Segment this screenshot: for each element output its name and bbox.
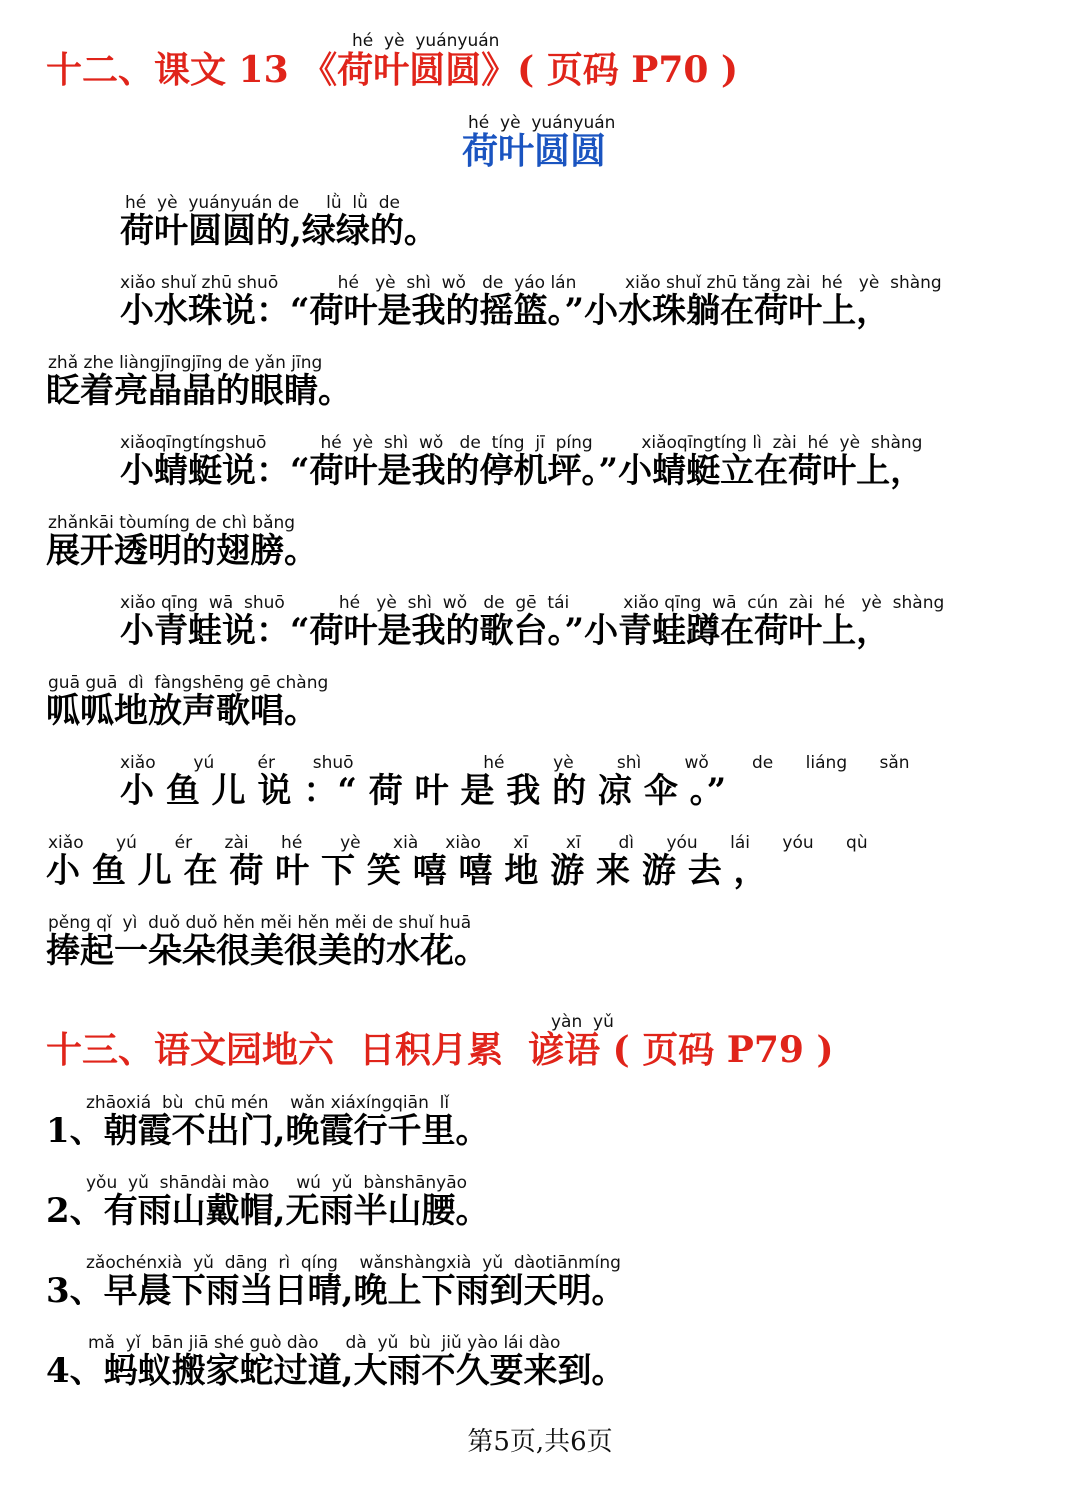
section12-pinyin: hé yè yuányuán (352, 31, 500, 51)
pinyin-line: xiǎoqīngtíngshuō hé yè shì wǒ de tíng jī píng xiǎoqīngtíng lì zài hé yè shàng (120, 433, 923, 453)
proverb-line: 4、蚂蚁搬家蛇过道,大雨不久要来到。 (46, 1351, 626, 1391)
text-line: 小 鱼 儿 说 ：“ 荷 叶 是 我 的 凉 伞 。” (120, 771, 727, 811)
pinyin-line: zhǎnkāi tòumíng de chì bǎng (48, 513, 296, 533)
proverb-line: 3、早晨下雨当日晴,晚上下雨到天明。 (46, 1271, 626, 1311)
pinyin-line: zhǎ zhe liàngjīngjīng de yǎn jīng (48, 353, 323, 373)
text-line: 小水珠说：“荷叶是我的摇篮。”小水珠躺在荷叶上， (120, 291, 891, 331)
page-footer: 第5页,共6页 (467, 1427, 613, 1457)
text-line: 荷叶圆圆的,绿绿的。 (120, 211, 438, 251)
pinyin-line: hé yè yuányuán de lǜ lǜ de (125, 193, 400, 213)
text-line: 捧起一朵朵很美很美的水花。 (46, 931, 488, 971)
text-line: 呱呱地放声歌唱。 (46, 691, 318, 731)
pinyin-line: xiǎo yú ér shuō hé yè shì wǒ de liáng sǎn (120, 753, 910, 773)
proverb-line: 2、有雨山戴帽,无雨半山腰。 (46, 1191, 490, 1231)
text-line: 小蜻蜓说：“荷叶是我的停机坪。”小蜻蜓立在荷叶上， (120, 451, 925, 491)
text-line: 小青蛙说：“荷叶是我的歌台。”小青蛙蹲在荷叶上， (120, 611, 891, 651)
section13-pinyin: yàn yǔ (551, 1012, 614, 1032)
pinyin-line: yǒu yǔ shāndài mào wú yǔ bànshānyāo (86, 1173, 468, 1193)
pinyin-line: xiǎo qīng wā shuō hé yè shì wǒ de gē tái xiǎo qīng wā cún zài hé yè shàng (120, 593, 945, 613)
pinyin-line: xiǎo yú ér zài hé yè xià xiào xī xī dì yóu lái yóu qù (48, 833, 868, 853)
text-line: 展开透明的翅膀。 (46, 531, 318, 571)
section13-heading: 十三、语文园地六 日积月累 谚语 ( 页码 P79 ) (46, 1029, 834, 1071)
proverb-line: 1、朝霞不出门,晚霞行千里。 (46, 1111, 490, 1151)
text-line: 眨着亮晶晶的眼睛。 (46, 371, 352, 411)
pinyin-line: zǎochénxià yǔ dāng rì qíng wǎnshàngxià yǔ dàotiānmíng (86, 1253, 621, 1273)
pinyin-line: pěng qǐ yì duǒ duǒ hěn měi hěn měi de shuǐ huā (48, 913, 472, 933)
lesson-title: 荷叶圆圆 (462, 130, 607, 172)
pinyin-line: xiǎo shuǐ zhū shuō hé yè shì wǒ de yáo lán xiǎo shuǐ zhū tǎng zài hé yè shàng (120, 273, 942, 293)
text-line: 小 鱼 儿 在 荷 叶 下 笑 嘻 嘻 地 游 来 游 去 ， (46, 851, 768, 891)
section12-heading: 十二、课文 13 《荷叶圆圆》( 页码 P70 ) (46, 49, 738, 91)
lesson-title-pinyin: hé yè yuányuán (468, 113, 616, 133)
pinyin-line: zhāoxiá bù chū mén wǎn xiáxíngqiān lǐ (86, 1093, 450, 1113)
pinyin-line: mǎ yǐ bān jiā shé guò dào dà yǔ bù jiǔ yào lái dào (88, 1333, 561, 1353)
pinyin-line: guā guā dì fàngshēng gē chàng (48, 673, 329, 693)
